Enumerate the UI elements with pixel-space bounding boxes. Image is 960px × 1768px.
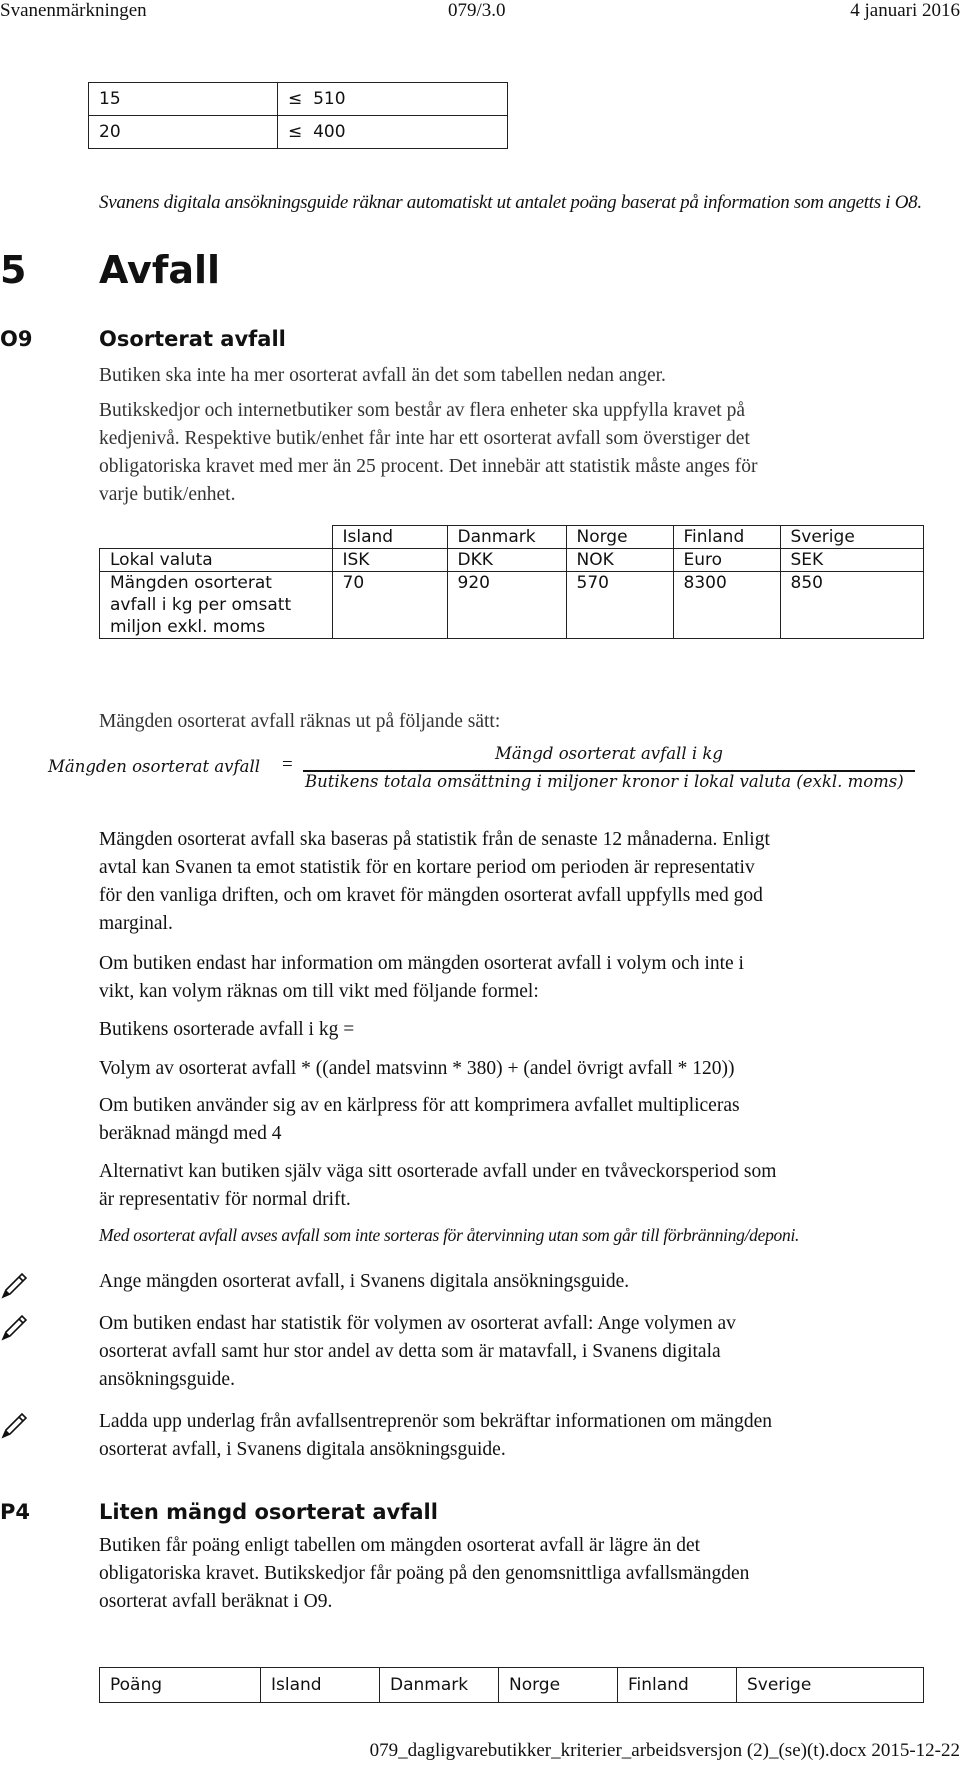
section-title: Avfall: [99, 248, 221, 292]
table-header: Danmark: [380, 1668, 499, 1703]
table-header: Danmark: [447, 526, 566, 549]
table-cell: Lokal valuta: [100, 549, 333, 572]
table-cell: 850: [780, 572, 924, 639]
table-row: [100, 526, 924, 549]
formula-lhs: Mängden osorterat avfall: [48, 757, 260, 776]
paragraph: Butikens osorterade avfall i kg =: [99, 1019, 355, 1040]
table-header: Island: [332, 526, 447, 549]
requirement-item: Ange mängden osorterat avfall, i Svanens digitala ansökningsguide.: [99, 1271, 630, 1292]
header-center: 079/3.0: [448, 0, 506, 21]
table-cell: Mängden osorterat avfall i kg per omsatt miljon exkl. moms: [100, 572, 333, 639]
definition-note: Med osorterat avfall avses avfall som inte sorteras för återvinning utan som går till förbränning/deponi.: [99, 1225, 800, 1245]
table-header: Sverige: [780, 526, 924, 549]
table-header: Finland: [673, 526, 780, 549]
table-header: Island: [261, 1668, 380, 1703]
table-header: Finland: [618, 1668, 737, 1703]
paragraph: Mängden osorterat avfall ska baseras på statistik från de senaste 12 månaderna. Enligt avtal kan Svanen ta emot statistik för en kortare period om perioden är representativ för den vanliga driften, och om kravet för mängden osorterat avfall uppfylls med god marginal.: [99, 829, 770, 934]
table-row: [89, 83, 508, 116]
paragraph: Butiken får poäng enligt tabellen om mängden osorterat avfall är lägre än det obligatoriska kravet. Butikskedjor får poäng på den genomsnittliga avfallsmängden osorterat avfall beräknat i O9.: [99, 1535, 750, 1612]
requirement-label: O9: [0, 327, 33, 351]
requirement-title: Osorterat avfall: [99, 327, 286, 351]
table-cell: DKK: [447, 549, 566, 572]
table-cell: NOK: [566, 549, 673, 572]
table-header: Sverige: [737, 1668, 924, 1703]
header-left: Svanenmärkningen: [0, 0, 147, 21]
formula-numerator: Mängd osorterat avfall i kg: [495, 744, 723, 763]
table-cell: 920: [447, 572, 566, 639]
table-cell: SEK: [780, 549, 924, 572]
table-cell: 570: [566, 572, 673, 639]
table-header: Norge: [499, 1668, 618, 1703]
formula-denominator: Butikens totala omsättning i miljoner kronor i lokal valuta (exkl. moms): [305, 772, 904, 791]
table-row: [89, 116, 508, 149]
table-cell: 8300: [673, 572, 780, 639]
paragraph: Butiken ska inte ha mer osorterat avfall än det som tabellen nedan anger.: [99, 365, 666, 386]
table-header: Norge: [566, 526, 673, 549]
section-number: 5: [0, 248, 27, 292]
note-top: Svanens digitala ansökningsguide räknar automatiskt ut antalet poäng baserat på information som angetts i O8.: [99, 192, 922, 213]
table-cell: 15: [89, 83, 278, 116]
table-cell: 20: [89, 116, 278, 149]
table-cell: 70: [332, 572, 447, 639]
table-cell: ≤ 400: [278, 116, 508, 149]
paragraph: Om butiken använder sig av en kärlpress för att komprimera avfallet multipliceras beräknad mängd med 4: [99, 1095, 740, 1144]
page-footer: 079_dagligvarebutikker_kriterier_arbeidsversjon (2)_(se)(t).docx 2015-12-22: [369, 1740, 960, 1761]
points-label: P4: [0, 1500, 31, 1524]
page-header: [0, 0, 960, 24]
requirement-item: Om butiken endast har statistik för volymen av osorterat avfall: Ange volymen av osorterat avfall samt hur stor andel av detta som är matavfall, i Svanens digitala ansökningsguide.: [99, 1313, 736, 1390]
table-row: [100, 1668, 924, 1703]
points-table-top: [88, 82, 508, 149]
table-cell: ≤ 510: [278, 83, 508, 116]
paragraph: Om butiken endast har information om mängden osorterat avfall i volym och inte i vikt, kan volym räknas om till vikt med följande formel:: [99, 953, 744, 1002]
table-cell-empty: [100, 526, 333, 549]
header-right: 4 januari 2016: [850, 0, 960, 21]
table-cell: ISK: [332, 549, 447, 572]
paragraph: Volym av osorterat avfall * ((andel matsvinn * 380) + (andel övrigt avfall * 120)): [99, 1058, 735, 1079]
limit-table: [99, 525, 924, 639]
points-title: Liten mängd osorterat avfall: [99, 1500, 438, 1524]
formula-equals: =: [282, 754, 293, 775]
pen-icon: [0, 1312, 30, 1342]
points-table-bottom: [99, 1667, 924, 1703]
requirement-item: Ladda upp underlag från avfallsentreprenör som bekräftar informationen om mängden osorterat avfall, i Svanens digitala ansökningsguide.: [99, 1411, 773, 1460]
paragraph: Alternativt kan butiken själv väga sitt osorterade avfall under en tvåveckorsperiod som är representativ för normal drift.: [99, 1161, 777, 1210]
table-cell: Euro: [673, 549, 780, 572]
pen-icon: [0, 1410, 30, 1440]
pen-icon: [0, 1270, 30, 1300]
table-row: [100, 572, 924, 639]
paragraph: Butikskedjor och internetbutiker som består av flera enheter ska uppfylla kravet på kedjenivå. Respektive butik/enhet får inte har ett osorterat avfall som överstiger det obligatoriska kravet med mer än 25 procent. Det innebär att statistik måste anges för varje butik/enhet.: [99, 400, 758, 505]
table-row: [100, 549, 924, 572]
formula-intro: Mängden osorterat avfall räknas ut på följande sätt:: [99, 711, 501, 732]
table-header: Poäng: [100, 1668, 261, 1703]
